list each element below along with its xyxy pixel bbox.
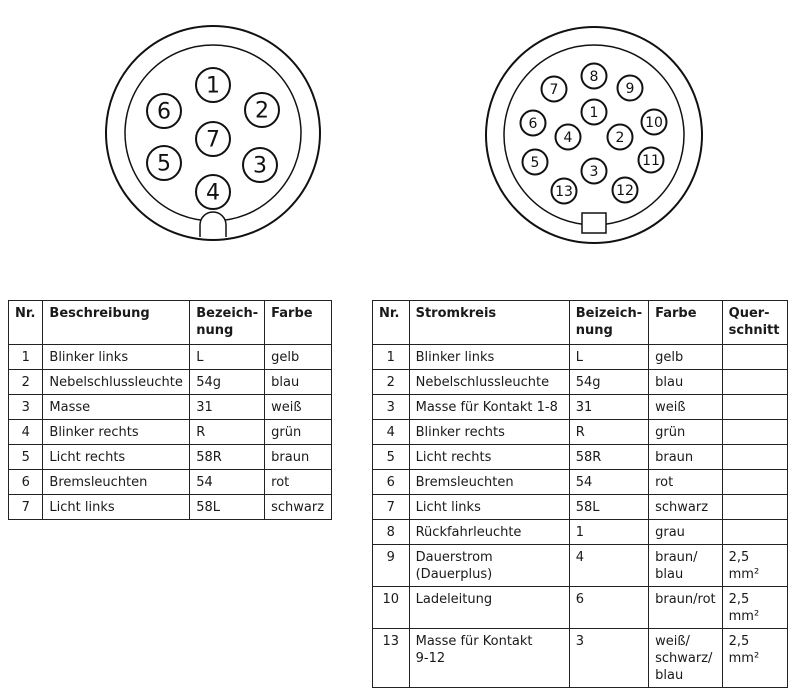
table-cell: Dauerstrom (Dauerplus) [409,545,569,587]
table-cell: 2,5 mm² [722,587,787,629]
table-cell: 4 [9,420,43,445]
pin-13-label: 13 [555,184,573,200]
table-cell: 58R [190,445,265,470]
table-row [9,395,332,420]
table-cell: grün [649,420,723,445]
table-cell: L [190,345,265,370]
table-cell: braun/rot [649,587,723,629]
pin-5-label: 5 [157,151,171,177]
table-row [373,370,788,395]
table-cell: 54 [569,470,648,495]
table-cell [722,470,787,495]
pin-11-label: 11 [642,153,660,169]
table-row [373,445,788,470]
table-cell: Blinker links [43,345,190,370]
table-row [373,629,788,688]
table-cell: Blinker links [409,345,569,370]
table-cell: grau [649,520,723,545]
table-cell: 2,5 mm² [722,545,787,587]
table-cell: Blinker rechts [43,420,190,445]
table-cell: weiß [265,395,332,420]
table-7-pin-assignment [8,300,332,520]
table-cell: 3 [373,395,410,420]
pin-3-label: 3 [589,164,599,180]
table-cell [722,420,787,445]
table-cell: 1 [373,345,410,370]
pin-7-label: 7 [549,82,559,98]
table-cell: 3 [9,395,43,420]
table-cell [722,520,787,545]
table-cell: 10 [373,587,410,629]
pin-9-label: 9 [625,81,635,97]
table-cell [722,445,787,470]
table-row [373,545,788,587]
table-cell: weiß [649,395,723,420]
connector-key-notch [200,212,226,237]
table-cell: 5 [9,445,43,470]
table-cell [722,370,787,395]
table-cell: rot [265,470,332,495]
header-farbe: Farbe [265,301,332,345]
table-cell: L [569,345,648,370]
table-cell: 2 [373,370,410,395]
table-cell: 2,5 mm² [722,629,787,688]
table-row [9,470,332,495]
header-bezeichnung: Bezeich- nung [190,301,265,345]
table-cell: 9 [373,545,410,587]
table-cell: gelb [265,345,332,370]
table-cell: braun/ blau [649,545,723,587]
table-cell: 5 [373,445,410,470]
table-header-row [9,301,332,345]
header-nr: Nr. [373,301,410,345]
table-cell: braun [649,445,723,470]
table-cell: Masse für Kontakt 9-12 [409,629,569,688]
header-stromkreis: Stromkreis [409,301,569,345]
pin-8-label: 8 [589,69,599,85]
table-cell: 31 [569,395,648,420]
table-cell: Nebelschlussleuchte [43,370,190,395]
table-cell: Rückfahrleuchte [409,520,569,545]
table-cell: Bremsleuchten [43,470,190,495]
table-cell: rot [649,470,723,495]
table-cell: 7 [9,495,43,520]
connector-13-pin-diagram [480,25,710,255]
pin-4-label: 4 [563,130,573,146]
header-querschnitt: Quer- schnitt [722,301,787,345]
table-cell: Licht links [409,495,569,520]
table-cell: 8 [373,520,410,545]
table-cell: 13 [373,629,410,688]
table-cell: schwarz [265,495,332,520]
pin-4-label: 4 [206,180,220,206]
table-row [373,470,788,495]
table-cell: grün [265,420,332,445]
table-13-pin-assignment [372,300,788,688]
table-row [9,495,332,520]
table-cell: 7 [373,495,410,520]
table-cell [722,495,787,520]
table-cell: 31 [190,395,265,420]
pin-6-label: 6 [528,116,538,132]
table-cell: 6 [373,470,410,495]
table-cell: 4 [373,420,410,445]
header-farbe: Farbe [649,301,723,345]
table-cell: Masse [43,395,190,420]
table-header-row [373,301,788,345]
table-cell: 54g [190,370,265,395]
pin-7-label: 7 [206,127,220,153]
table-cell: 6 [569,587,648,629]
table-cell: braun [265,445,332,470]
table-row [373,495,788,520]
table-cell: 2 [9,370,43,395]
table-cell: 1 [9,345,43,370]
table-row [9,445,332,470]
table-cell: Bremsleuchten [409,470,569,495]
table-row [373,420,788,445]
table-cell: Blinker rechts [409,420,569,445]
pin-1-label: 1 [589,105,599,121]
table-row [9,420,332,445]
header-beizeichnung: Beizeich- nung [569,301,648,345]
header-nr: Nr. [9,301,43,345]
table-cell: Nebelschlussleuchte [409,370,569,395]
table-cell: schwarz [649,495,723,520]
pin-10-label: 10 [645,115,663,131]
pin-6-label: 6 [157,99,171,125]
table-cell: Masse für Kontakt 1-8 [409,395,569,420]
table-cell: 58L [569,495,648,520]
table-cell: Licht rechts [409,445,569,470]
table-cell: 3 [569,629,648,688]
table-cell: 54 [190,470,265,495]
table-cell: gelb [649,345,723,370]
pin-1-label: 1 [206,73,220,99]
table-cell: weiß/ schwarz/ blau [649,629,723,688]
table-cell: blau [265,370,332,395]
table-cell: blau [649,370,723,395]
table-row [373,395,788,420]
table-cell: 4 [569,545,648,587]
table-row [373,520,788,545]
table-cell: R [190,420,265,445]
pin-12-label: 12 [616,183,634,199]
table-row [373,345,788,370]
connector-7-pin-diagram [100,15,330,255]
table-row [9,345,332,370]
table-cell: 58L [190,495,265,520]
pin-2-label: 2 [615,130,625,146]
pin-2-label: 2 [255,98,269,124]
connector-key-notch [582,213,606,233]
pin-5-label: 5 [530,155,540,171]
table-cell: Licht rechts [43,445,190,470]
table-cell: R [569,420,648,445]
table-row [373,587,788,629]
pin-3-label: 3 [253,153,267,179]
table-cell: Ladeleitung [409,587,569,629]
table-cell: Licht links [43,495,190,520]
table-cell [722,345,787,370]
table-row [9,370,332,395]
table-cell [722,395,787,420]
table-cell: 1 [569,520,648,545]
header-beschreibung: Beschreibung [43,301,190,345]
table-cell: 58R [569,445,648,470]
table-cell: 6 [9,470,43,495]
table-cell: 54g [569,370,648,395]
